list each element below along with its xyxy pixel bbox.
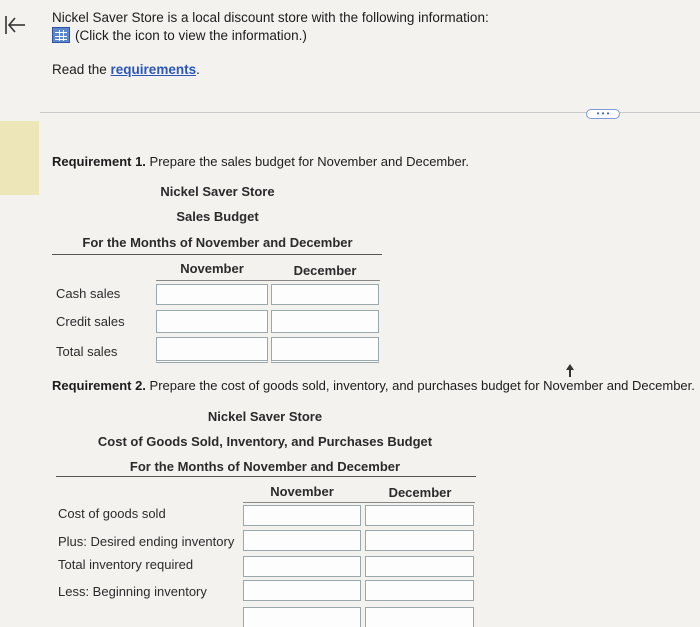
req2-ending-december-input[interactable] — [365, 530, 474, 551]
req2-header-rule — [56, 476, 476, 477]
requirements-link[interactable]: requirements — [110, 62, 197, 77]
req1-row-total-sales: Total sales — [56, 344, 118, 359]
requirement-1-title: Requirement 1. Prepare the sales budget for November and December. — [52, 154, 469, 169]
req2-row-cogs: Cost of goods sold — [58, 506, 166, 521]
req1-row-cash-sales: Cash sales — [56, 286, 121, 301]
req2-budget-name: Cost of Goods Sold, Inventory, and Purchases Budget — [97, 434, 433, 449]
req2-ending-november-input[interactable] — [243, 530, 361, 551]
req2-period: For the Months of November and December — [129, 459, 401, 474]
req1-total-december-input[interactable] — [271, 337, 379, 363]
read-requirements-line: Read the requirements. — [52, 62, 200, 77]
req2-row-beginning-inventory: Less: Beginning inventory — [58, 584, 207, 599]
req2-next-december-input[interactable] — [365, 607, 474, 627]
req2-cogs-november-input[interactable] — [243, 505, 361, 526]
section-divider — [40, 112, 600, 113]
req1-credit-december-input[interactable] — [271, 310, 379, 333]
req1-total-november-input[interactable] — [156, 337, 268, 363]
req2-total-required-december-input[interactable] — [365, 556, 474, 577]
req1-budget-name: Sales Budget — [176, 209, 259, 224]
req1-col-december: December — [293, 263, 357, 278]
req2-next-november-input[interactable] — [243, 607, 361, 627]
req2-col-rule — [243, 502, 475, 503]
back-arrow-icon[interactable] — [4, 14, 26, 36]
req2-beginning-november-input[interactable] — [243, 580, 361, 601]
req1-row-credit-sales: Credit sales — [56, 314, 125, 329]
intro-text: Nickel Saver Store is a local discount store with the following information: — [52, 10, 489, 25]
requirement-2-title: Requirement 2. Prepare the cost of goods sold, inventory, and purchases budget for November and December. — [52, 378, 695, 393]
more-options-icon[interactable]: • • • — [586, 109, 620, 119]
req2-total-required-november-input[interactable] — [243, 556, 361, 577]
req1-period: For the Months of November and December — [82, 235, 353, 250]
req1-credit-november-input[interactable] — [156, 310, 268, 333]
section-divider-right — [620, 112, 700, 113]
side-highlight-tab — [0, 121, 39, 195]
req1-col-november: November — [180, 261, 244, 276]
req1-col-rule — [156, 280, 380, 281]
req1-company-name: Nickel Saver Store — [160, 184, 275, 199]
click-icon-hint: (Click the icon to view the information.) — [75, 28, 307, 43]
req2-cogs-december-input[interactable] — [365, 505, 474, 526]
req2-company-name: Nickel Saver Store — [207, 409, 323, 424]
spreadsheet-icon[interactable] — [52, 27, 70, 43]
req2-row-total-required: Total inventory required — [58, 557, 194, 572]
req2-row-desired-ending: Plus: Desired ending inventory — [58, 534, 235, 549]
mouse-cursor-icon — [565, 364, 575, 378]
req1-cash-november-input[interactable] — [156, 284, 268, 305]
req2-col-december: December — [388, 485, 452, 500]
req2-col-november: November — [270, 484, 334, 499]
req1-header-rule — [52, 254, 382, 255]
req2-beginning-december-input[interactable] — [365, 580, 474, 601]
req1-cash-december-input[interactable] — [271, 284, 379, 305]
